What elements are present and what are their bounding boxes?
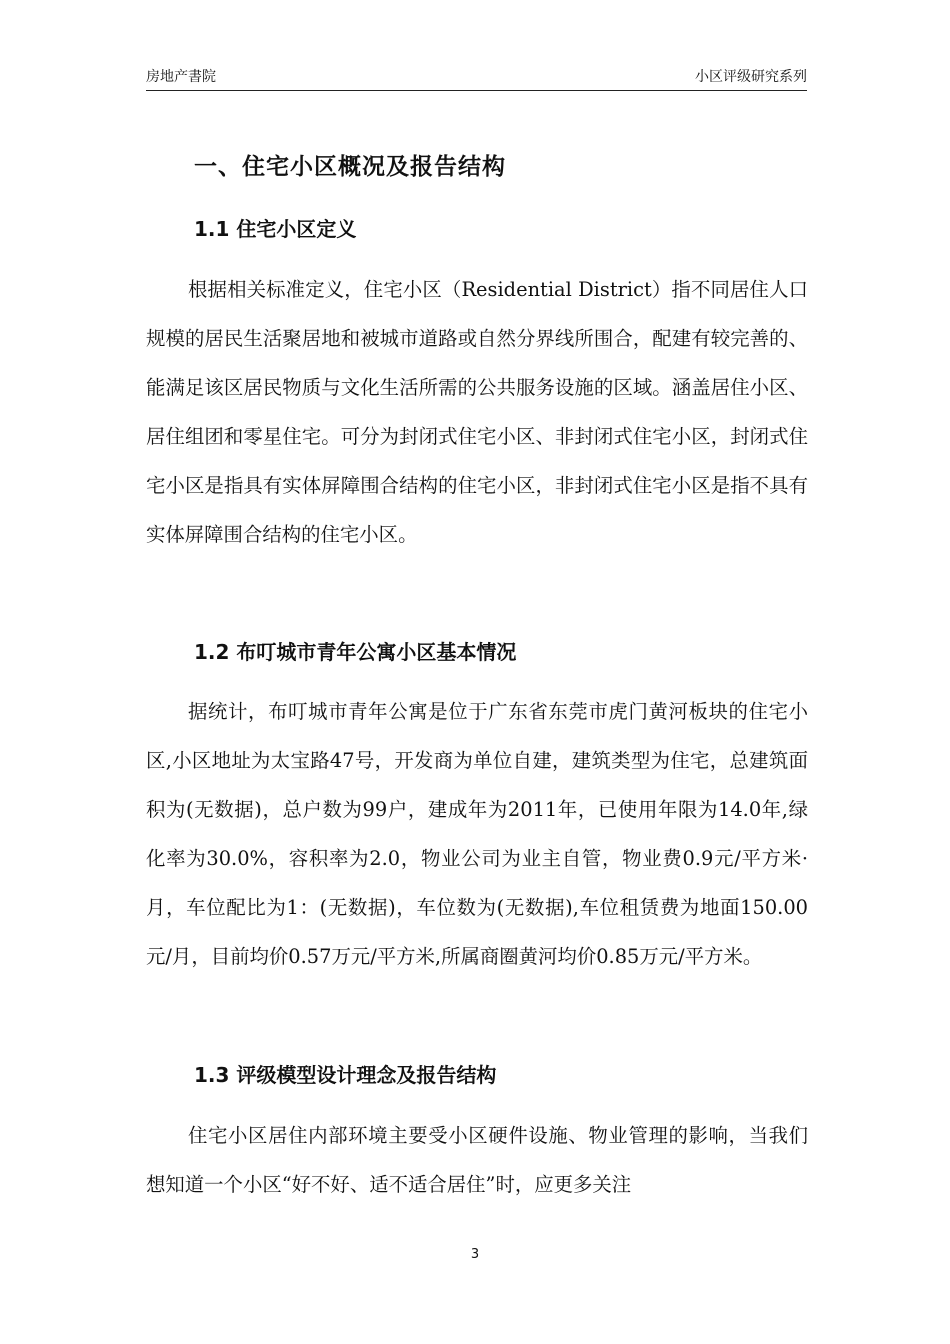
page-header [146,66,807,91]
subsection-body-1-3: 住宅小区居住内部环境主要受小区硬件设施、物业管理的影响，当我们想知道一个小区“好不好、适不适合居住”时，应更多关注 [146,1124,808,1196]
section-title: 一、住宅小区概况及报告结构 [194,154,506,180]
header-left-title: 房地产書院 [146,69,216,85]
subsection-heading-1-1: 1.1 住宅小区定义 [194,217,357,241]
page-number: 3 [470,1247,480,1262]
header-right-title: 小区评级研究系列 [695,69,807,85]
subsection-body-1-2: 据统计，布叮城市青年公寓是位于广东省东莞市虎门黄河板块的住宅小区,小区地址为太宝路47号，开发商为单位自建，建筑类型为住宅，总建筑面积为(无数据)，总户数为99户，建成年为2011年，已使用年限为14.0年,绿化率为30.0%，容积率为2.0，物业公司为业主自管，物业费0.9元/平方米·月，车位配比为1：(无数据)，车位数为(无数据),车位租赁费为地面150.00元/月，目前均价0.57万元/平方米,所属商圈黄河均价0.85万元/平方米。 [146,700,808,968]
subsection-body-1-1: 根据相关标准定义，住宅小区（Residential District）指不同居住人口规模的居民生活聚居地和被城市道路或自然分界线所围合，配建有较完善的、能满足该区居民物质与文化生活所需的公共服务设施的区域。涵盖居住小区、居住组团和零星住宅。可分为封闭式住宅小区、非封闭式住宅小区，封闭式住宅小区是指具有实体屏障围合结构的住宅小区，非封闭式住宅小区是指不具有实体屏障围合结构的住宅小区。 [146,278,808,546]
subsection-heading-1-3: 1.3 评级模型设计理念及报告结构 [194,1063,497,1087]
subsection-heading-1-2: 1.2 布叮城市青年公寓小区基本情况 [194,640,517,664]
